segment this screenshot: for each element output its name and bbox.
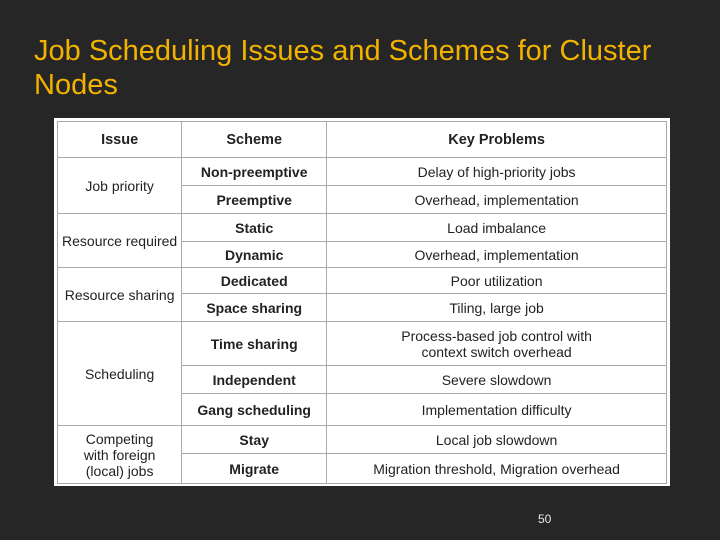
scheme-cell: Preemptive — [182, 186, 327, 214]
table-row — [58, 426, 667, 454]
problem-cell: Overhead, implementation — [327, 242, 667, 268]
table-row — [58, 214, 667, 242]
problem-cell: Process-based job control with context switch overhead — [327, 322, 667, 366]
issue-cell: Competing with foreign (local) jobs — [58, 426, 182, 484]
scheme-cell: Static — [182, 214, 327, 242]
table-row — [58, 268, 667, 294]
table-header-row — [58, 122, 667, 158]
issue-cell: Resource required — [58, 214, 182, 268]
problem-cell: Overhead, implementation — [327, 186, 667, 214]
problem-cell: Local job slowdown — [327, 426, 667, 454]
scheduling-table-container — [54, 118, 670, 486]
scheme-cell: Dynamic — [182, 242, 327, 268]
column-header-scheme: Scheme — [182, 122, 327, 158]
issue-cell: Scheduling — [58, 322, 182, 426]
scheme-cell: Stay — [182, 426, 327, 454]
page-number: 50 — [538, 512, 552, 526]
column-header-key-problems: Key Problems — [327, 122, 667, 158]
problem-cell: Poor utilization — [327, 268, 667, 294]
scheme-cell: Non-preemptive — [182, 158, 327, 186]
scheduling-table — [57, 121, 667, 484]
problem-cell: Delay of high-priority jobs — [327, 158, 667, 186]
scheme-cell: Time sharing — [182, 322, 327, 366]
scheme-cell: Independent — [182, 366, 327, 394]
problem-cell: Tiling, large job — [327, 294, 667, 322]
scheme-cell: Migrate — [182, 454, 327, 484]
scheme-cell: Dedicated — [182, 268, 327, 294]
column-header-issue: Issue — [58, 122, 182, 158]
table-row — [58, 322, 667, 366]
problem-cell: Severe slowdown — [327, 366, 667, 394]
table-row — [58, 158, 667, 186]
slide-title: Job Scheduling Issues and Schemes for Cluster Nodes — [34, 35, 652, 101]
problem-cell: Load imbalance — [327, 214, 667, 242]
scheme-cell: Gang scheduling — [182, 394, 327, 426]
problem-cell: Migration threshold, Migration overhead — [327, 454, 667, 484]
issue-cell: Job priority — [58, 158, 182, 214]
problem-cell: Implementation difficulty — [327, 394, 667, 426]
issue-cell: Resource sharing — [58, 268, 182, 322]
scheme-cell: Space sharing — [182, 294, 327, 322]
